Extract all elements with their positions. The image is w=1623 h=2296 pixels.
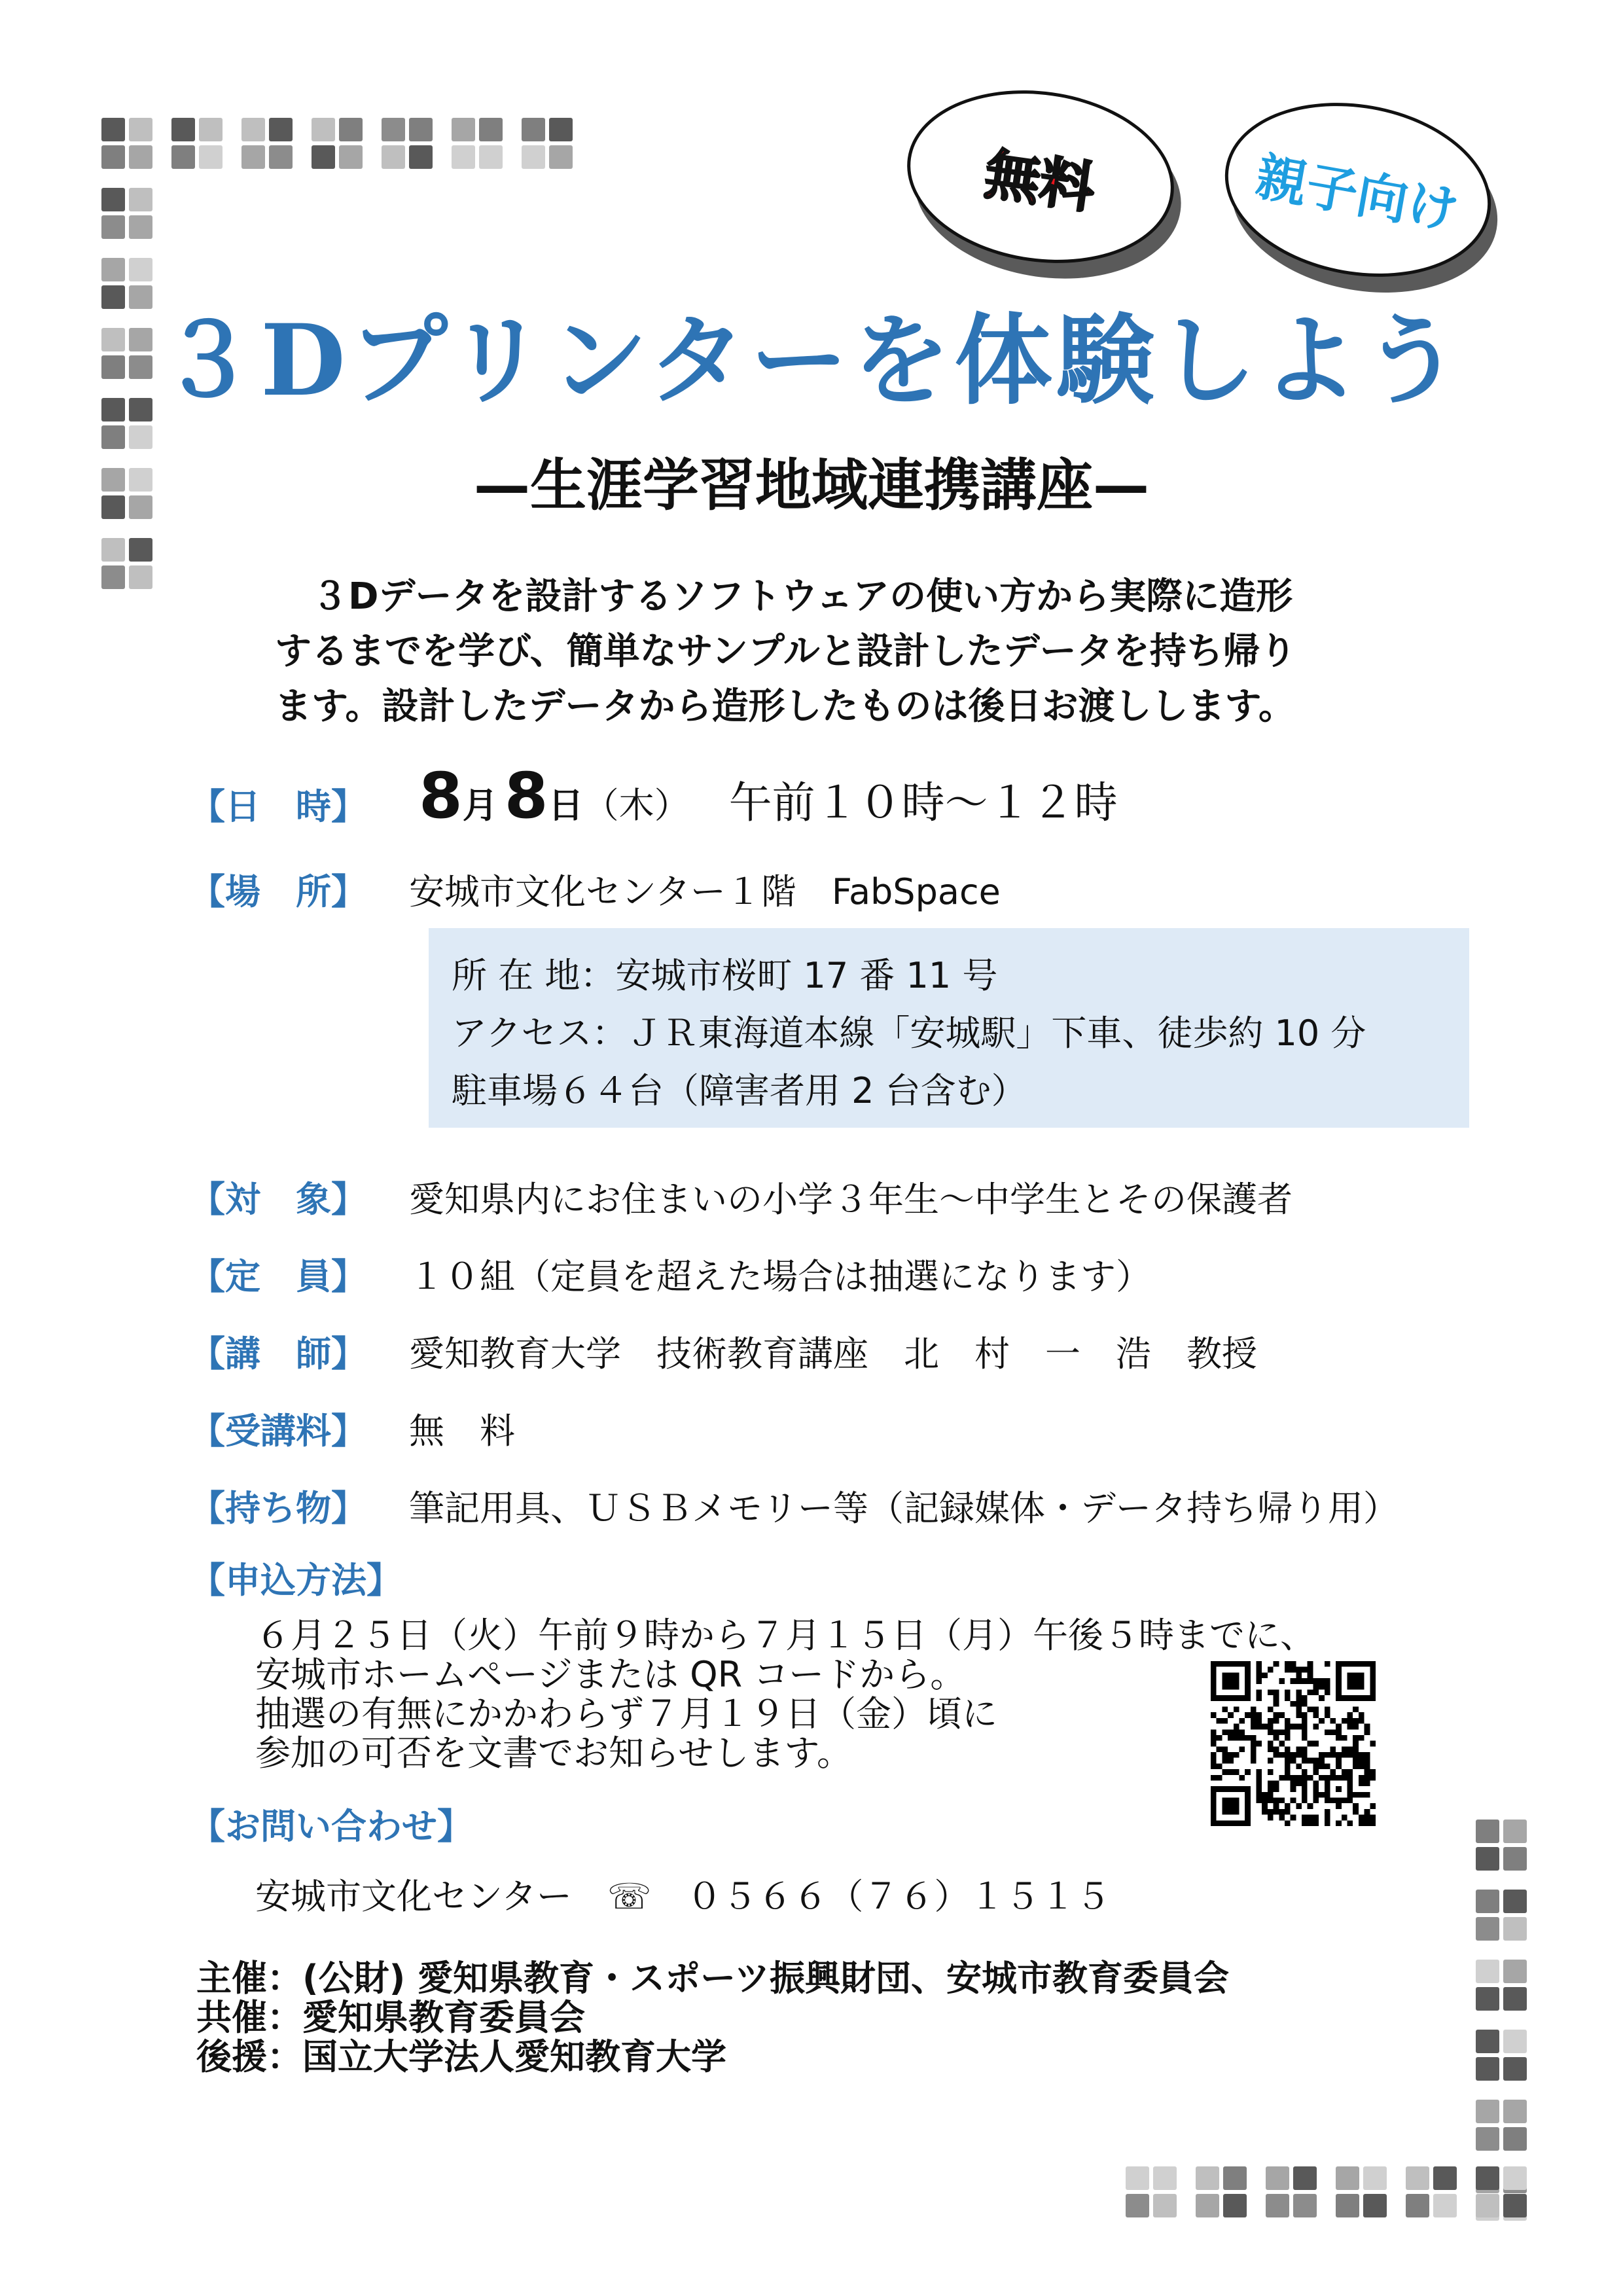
date-time: 午前１０時～１２時	[728, 778, 1118, 828]
decorative-tile-block	[1196, 2166, 1247, 2217]
decorative-tile-block	[1336, 2166, 1387, 2217]
capacity-value: １０組（定員を超えた場合は抽選になります）	[409, 1256, 1151, 1297]
access-parking: 駐車場６４台（障害者用 2 台含む）	[452, 1070, 1027, 1111]
date-day-unit: 日	[548, 785, 584, 826]
free-badge	[896, 74, 1185, 280]
apply-line: 抽選の有無にかかわらず７月１９日（金）頃に	[255, 1693, 997, 1734]
decorative-tile-block	[101, 538, 152, 589]
fee-value: 無 料	[409, 1410, 515, 1452]
decorative-tile-block	[1406, 2166, 1457, 2217]
instructor-value: 愛知教育大学 技術教育講座 北 村 一 浩 教授	[409, 1333, 1257, 1374]
access-directions: アクセス：ＪＲ東海道本線「安城駅」下車、徒歩約 10 分	[452, 1013, 1366, 1054]
decorative-tile-block	[1476, 1890, 1527, 1941]
intro-line: ます。設計したデータから造形したものは後日お渡しします。	[275, 685, 1296, 728]
decorative-tile-block	[1126, 2166, 1177, 2217]
target-value: 愛知県内にお住まいの小学３年生～中学生とその保護者	[409, 1179, 1293, 1220]
date-month: 8	[419, 759, 463, 833]
decorative-tile-block	[1476, 1960, 1527, 2011]
decorative-tile-block	[1476, 2100, 1527, 2151]
decorative-tile-block	[101, 468, 152, 519]
access-address: 所 在 地：安城市桜町 17 番 11 号	[452, 955, 998, 996]
qr-code[interactable]	[1211, 1661, 1376, 1826]
decorative-tile-block	[1476, 1820, 1527, 1871]
decorative-tile-block	[171, 118, 223, 169]
decorative-tile-block	[522, 118, 573, 169]
decorative-tile-block	[1266, 2166, 1317, 2217]
intro-line: するまでを学び、簡単なサンプルと設計したデータを持ち帰り	[275, 630, 1296, 673]
decorative-tile-block	[312, 118, 363, 169]
date-month-unit: 月	[462, 785, 498, 826]
organizer-host: 主催：(公財) 愛知県教育・スポーツ振興財団、安城市教育委員会	[196, 1958, 1229, 1999]
contact-value: 安城市文化センター ☏ ０５６６（７６）１５１５	[255, 1876, 1111, 1917]
bring-value: 筆記用具、ＵＳＢメモリー等（記録媒体・データ持ち帰り用）	[409, 1488, 1399, 1529]
decorative-tile-block	[101, 328, 152, 379]
fee-label: 【受講料】	[190, 1410, 366, 1452]
access-info-box	[429, 928, 1469, 1128]
date-day: 8	[504, 759, 548, 833]
intro-line: ３Dデータを設計するソフトウェアの使い方から実際に造形	[312, 575, 1293, 618]
family-badge-text: 親子向け	[1251, 147, 1463, 242]
apply-line: 参加の可否を文書でお知らせします。	[255, 1732, 853, 1774]
page-title: ３Dプリンターを体験しよう	[158, 303, 1465, 418]
organizer-cohost: 共催：愛知県教育委員会	[196, 1997, 585, 2038]
date-weekday: （木）	[583, 785, 690, 826]
capacity-label: 【定 員】	[190, 1256, 366, 1297]
contact-label: 【お問い合わせ】	[190, 1806, 473, 1847]
instructor-label: 【講 師】	[190, 1333, 366, 1374]
decorative-tile-block	[1476, 2166, 1527, 2217]
apply-label: 【申込方法】	[190, 1560, 402, 1601]
decorative-tile-block	[101, 398, 152, 449]
decorative-tile-block	[382, 118, 433, 169]
decorative-tile-block	[1476, 2030, 1527, 2081]
decorative-tile-block	[241, 118, 293, 169]
datetime-value	[419, 759, 1118, 833]
target-label: 【対 象】	[190, 1179, 366, 1220]
intro-paragraph	[275, 569, 1387, 734]
bring-label: 【持ち物】	[190, 1488, 366, 1529]
venue-label: 【場 所】	[190, 871, 366, 912]
page-subtitle: —生涯学習地域連携講座—	[474, 453, 1149, 518]
datetime-label: 【日 時】	[190, 786, 366, 827]
decorative-tile-block	[101, 258, 152, 309]
decorative-tile-block	[101, 188, 152, 239]
apply-line: ６月２５日（火）午前９時から７月１５日（月）午後５時までに、	[255, 1615, 1315, 1656]
organizer-sponsor: 後援：国立大学法人愛知教育大学	[196, 2036, 726, 2077]
free-badge-text: 無料	[981, 141, 1099, 221]
apply-line: 安城市ホームページまたは QR コードから。	[255, 1654, 966, 1695]
decorative-tile-block	[452, 118, 503, 169]
venue-value: 安城市文化センター１階 FabSpace	[409, 871, 1001, 912]
decorative-tile-block	[101, 118, 152, 169]
family-badge	[1211, 82, 1505, 296]
